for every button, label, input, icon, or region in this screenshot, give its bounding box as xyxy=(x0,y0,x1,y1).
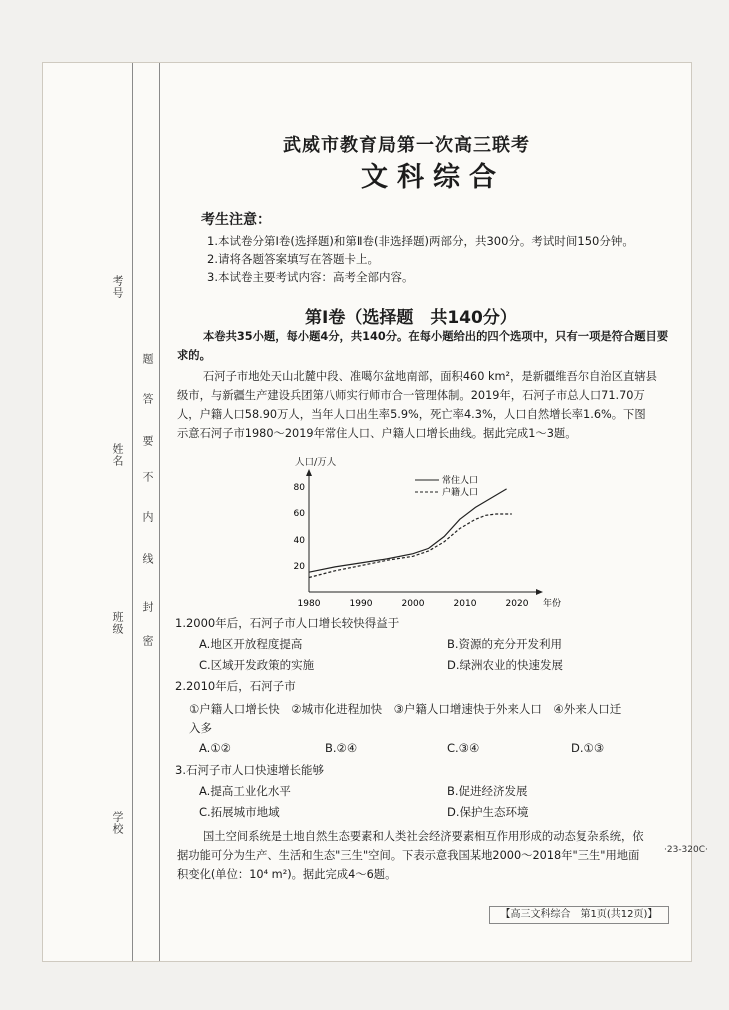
notice-item: 3.本试卷主要考试内容：高考全部内容。 xyxy=(207,270,414,284)
option: D.①③ xyxy=(571,741,605,755)
x-tick-label: 2020 xyxy=(505,599,529,609)
x-tick-label: 1990 xyxy=(349,599,373,609)
exam-title: 武威市教育局第一次高三联考 xyxy=(283,135,530,156)
x-tick-label: 1980 xyxy=(297,599,321,609)
population-chart xyxy=(289,455,589,615)
legend-label-resident: 常住人口 xyxy=(442,476,479,486)
y-tick-label: 40 xyxy=(293,536,305,546)
exam-page xyxy=(42,62,692,962)
option: C.拓展城市地域 xyxy=(199,805,280,819)
passage1-line: 石河子市地处天山北麓中段、准噶尔盆地南部，面积460 km²，是新疆维吾尔自治区直辖县 xyxy=(203,370,657,383)
legend-label-registered: 户籍人口 xyxy=(442,488,479,498)
margin-line-outer xyxy=(132,63,133,961)
seal-char: 答 xyxy=(141,393,154,405)
seal-char: 内 xyxy=(141,511,154,523)
section-title: 第Ⅰ卷（选择题 共140分） xyxy=(305,308,517,328)
option: A.①② xyxy=(199,741,231,755)
passage2-line: 国土空间系统是土地自然生态要素和人类社会经济要素相互作用形成的动态复杂系统，依 xyxy=(203,830,644,843)
option: B.资源的充分开发利用 xyxy=(447,637,563,651)
margin-label-exam-no: 考号 xyxy=(111,275,124,299)
seal-char: 线 xyxy=(141,553,154,565)
paper-code: ·23-320C· xyxy=(664,845,708,855)
option: C.区域开发政策的实施 xyxy=(199,658,315,672)
x-tick-label: 2000 xyxy=(401,599,425,609)
margin-label-name: 姓名 xyxy=(111,443,124,467)
passage1-line: 级市，与新疆生产建设兵团第八师实行师市合一管理体制。2019年，石河子市总人口71.70万 xyxy=(177,389,645,402)
x-tick-label: 2010 xyxy=(453,599,477,609)
notice-item: 1.本试卷分第Ⅰ卷(选择题)和第Ⅱ卷(非选择题)两部分，共300分。考试时间150分钟。 xyxy=(207,234,634,248)
seal-char: 要 xyxy=(141,435,154,447)
question-stem: 2.2010年后，石河子市 xyxy=(175,679,296,693)
y-axis-label: 人口/万人 xyxy=(295,457,337,468)
notice-item: 2.请将各题答案填写在答题卡上。 xyxy=(207,252,379,266)
notice-heading: 考生注意： xyxy=(201,212,271,228)
option: D.保护生态环境 xyxy=(447,805,529,819)
option: D.绿洲农业的快速发展 xyxy=(447,658,564,672)
option: C.③④ xyxy=(447,741,480,755)
question-stem: 1.2000年后，石河子市人口增长较快得益于 xyxy=(175,616,400,630)
question-statements-cont: 入多 xyxy=(189,721,212,735)
y-tick-label: 60 xyxy=(293,509,305,519)
margin-line-inner xyxy=(159,63,160,961)
passage2-line: 积变化(单位：10⁴ m²)。据此完成4～6题。 xyxy=(177,868,397,881)
seal-char: 不 xyxy=(141,471,154,483)
option: A.提高工业化水平 xyxy=(199,784,291,798)
y-axis-arrow xyxy=(306,469,312,476)
passage2-line: 据功能可分为生产、生活和生态"三生"空间。下表示意我国某地2000～2018年"三生"用地面 xyxy=(177,849,640,862)
series-line-registered xyxy=(309,514,512,578)
seal-char: 题 xyxy=(141,353,154,365)
seal-char: 密 xyxy=(141,635,154,647)
y-tick-label: 80 xyxy=(293,483,305,493)
section-instruction: 本卷共35小题，每小题4分，共140分。在每小题给出的四个选项中，只有一项是符合题目要求的。 xyxy=(177,330,669,362)
option: B.②④ xyxy=(325,741,358,755)
seal-char: 封 xyxy=(141,601,154,613)
y-tick-label: 20 xyxy=(293,562,305,572)
passage1-line: 人，户籍人口58.90万人，当年人口出生率5.9%，死亡率4.3%，人口自然增长率1.6%。下图 xyxy=(177,408,646,421)
passage1-line: 示意石河子市1980～2019年常住人口、户籍人口增长曲线。据此完成1～3题。 xyxy=(177,427,577,440)
x-axis-label: 年份 xyxy=(543,599,562,609)
option: A.地区开放程度提高 xyxy=(199,637,303,651)
margin-label-school: 学校 xyxy=(111,811,124,835)
option: B.促进经济发展 xyxy=(447,784,528,798)
question-statements: ①户籍人口增长快 ②城市化进程加快 ③户籍人口增速快于外来人口 ④外来人口迁 xyxy=(189,702,622,716)
x-axis-arrow xyxy=(536,589,543,595)
margin-label-class: 班级 xyxy=(111,611,124,635)
exam-subject: 文科综合 xyxy=(361,162,505,193)
page-footer: 【高三文科综合 第1页(共12页)】 xyxy=(489,906,669,924)
question-stem: 3.石河子市人口快速增长能够 xyxy=(175,763,324,777)
series-line-resident xyxy=(309,489,507,572)
